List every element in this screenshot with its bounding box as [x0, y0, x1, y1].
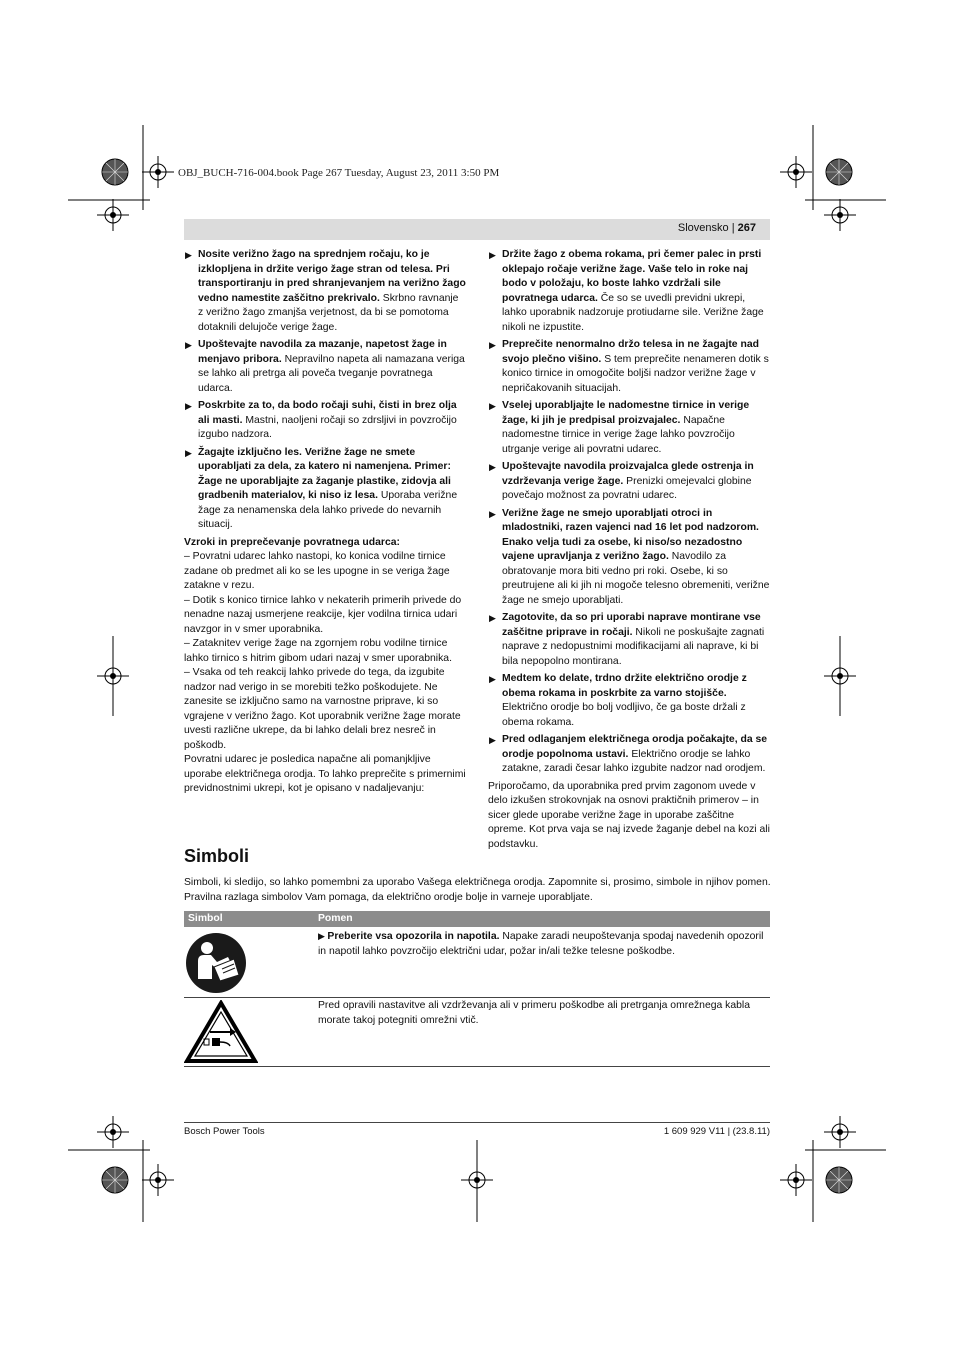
- bullet-text: Če so se uvedli previdni ukrepi, lahko uporabnik nadzoruje protiudarne sile. Verižne žage nikoli ne izpustite.: [502, 292, 764, 333]
- safety-bullet: [184, 446, 466, 533]
- bullet-arrow-icon: ▶: [185, 250, 192, 260]
- unplug-warning-icon: [184, 1000, 258, 1064]
- table-header: [184, 911, 770, 927]
- safety-bullet: [488, 507, 770, 609]
- safety-bullet: [488, 611, 770, 669]
- column-header-symbol: Simbol: [188, 913, 223, 924]
- bullet-text: Prenizki omejevalci globine povečajo možnost za povratni udarec.: [502, 475, 752, 501]
- bullet-arrow-icon: ▶: [489, 613, 496, 623]
- kickback-item: – Povratni udarec lahko nastopi, ko konica vodilne tirnice zadane ob predmet ali ko se les upogne in se veriga žage zatakne v rezu.: [184, 551, 450, 591]
- bullet-bold-text: Žagajte izključno les. Verižne žage ne smete uporabljati za dela, za katero ni namenjena. Primer: Žage ne uporabljajte za žaganje plastike, zidovja ali gradbenih materialov, ki niso iz lesa.: [198, 446, 451, 501]
- kickback-item: – Zataknitev verige žage na zgornjem robu vodilne tirnice lahko tirnico s hitrim gibom udari nazaj v smer uporabnika.: [184, 638, 452, 664]
- symbols-table: [184, 911, 770, 1067]
- kickback-item: – Vsaka od teh reakcij lahko privede do tega, da izgubite nadzor nad verigo in se morebiti težko poškodujete. Ne zanesite se izključno samo na varnostne priprave, ki so vgrajene v verižno žago. Kot uporabnik verižne žage morate uvesti različne ukrepe, da bi lahko delali brez nesreč in poškodb.: [184, 667, 461, 751]
- bullet-text: S tem preprečite nenameren dotik s konico tirnice in omogočite boljši nadzor verižne žage v nepričakovanih situacijah.: [502, 353, 769, 394]
- right-column: [488, 248, 770, 852]
- bullet-arrow-icon: ▶: [489, 735, 496, 745]
- bullet-bold-text: Zagotovite, da so pri uporabi naprave montirane vse zaščitne priprave in ročaji.: [502, 612, 761, 638]
- header-label: Slovensko | 267: [677, 222, 756, 234]
- read-manual-icon: [184, 931, 248, 995]
- bullet-arrow-icon: ▶: [489, 674, 496, 684]
- bullet-arrow-icon: ▶: [489, 508, 496, 519]
- left-column: [184, 248, 466, 797]
- meaning-bold-text: Preberite vsa opozorila in napotila.: [327, 931, 500, 942]
- bullet-arrow-icon: ▶: [489, 340, 496, 350]
- bullet-bold-text: Vselej uporabljajte le nadomestne tirnice in verige žage, ki jih je predpisal proizvajalec.: [502, 400, 750, 426]
- bullet-bold-text: Nosite verižno žago na sprednjem ročaju, ko je izklopljena in držite verigo žage stran od telesa. Pri transportiranju in pred shranjevanjem na verižno žago vedno namestite zaščitno prekrivalo.: [198, 249, 466, 304]
- file-stamp: OBJ_BUCH-716-004.book Page 267 Tuesday, August 23, 2011 3:50 PM: [178, 167, 500, 179]
- symbol-meaning: [318, 929, 770, 959]
- table-row: [184, 998, 770, 1067]
- bullet-bold-text: Pred odlaganjem električnega orodja počakajte, da se orodje popolnoma ustavi.: [502, 734, 768, 760]
- table-row: [184, 927, 770, 998]
- safety-bullet: [488, 399, 770, 457]
- section-title: Simboli: [184, 846, 250, 866]
- bullet-text: Navodilo za obratovanje mora biti vedno pri roki. Osebe, ki so preutrujene ali ki jih ni mogoče telesno obremeniti, verižne žage ne smejo uporabljati.: [502, 551, 770, 606]
- symbols-intro: Simboli, ki sledijo, so lahko pomembni za uporabo Vašega električnega orodja. Zapomnite si, prosimo, simbole in njihov pomen. Pravilna razlaga simbolov Vam pomaga, da električno orodje bolje in varneje uporabljate.: [184, 877, 771, 903]
- bullet-arrow-icon: ▶: [318, 931, 328, 941]
- safety-bullet: [488, 460, 770, 504]
- safety-bullet: [488, 733, 770, 777]
- safety-bullet: [184, 399, 466, 443]
- kickback-closing: Povratni udarec je posledica napačne ali pomanjkljive uporabe električnega orodja. To lahko preprečite s primernimi previdnostnimi ukrepi, kot je opisano v nadaljevanju:: [184, 754, 466, 794]
- bullet-bold-text: Preprečite nenormalno držo telesa in ne žagajte nad svojo plečno višino.: [502, 339, 759, 365]
- bullet-bold-text: Verižne žage ne smejo uporabljati otroci in mladostniki, razen vajenci nad 16 let pod nadzorom. Enako velja tudi za osebe, ki niso/so nezadostno vajene upravljanja z verižno žago.: [502, 507, 759, 562]
- safety-bullet: [488, 248, 770, 335]
- symbol-meaning: [318, 998, 770, 1028]
- training-recommendation: Priporočamo, da uporabnika pred prvim zagonom uvede v delo izkušen strokovnjak na osnovi praktičnih primerov – in sicer glede uporabe verižne žage in uporabe zaščitne opreme. Kot prva vaja se naj izvede žaganje debel na kozi ali podstavku.: [488, 780, 770, 850]
- page-number: 267: [737, 222, 756, 234]
- page-header: [184, 219, 770, 240]
- kickback-heading: Vzroki in preprečevanje povratnega udarca:: [184, 536, 400, 548]
- bullet-text: Skrbno ravnanje z verižno žago zmanjša verjetnost, da bi se pomotoma dotaknili delujoče verige žage.: [198, 292, 459, 333]
- kickback-item: – Dotik s konico tirnice lahko v nekaterih primerih privede do nenadne nazaj usmerjene reakcije, kjer vodilna tirnica udari navzgor in v smer uporabnika.: [184, 594, 462, 635]
- safety-bullet: [184, 248, 466, 335]
- safety-bullet: [488, 338, 770, 396]
- bullet-arrow-icon: ▶: [185, 401, 192, 411]
- header-language: Slovensko: [677, 222, 729, 234]
- bullet-text: Uporaba verižne žage za nenamenska dela lahko privede do nevarnih situacij.: [198, 490, 458, 530]
- bullet-bold-text: Poskrbite za to, da bodo ročaji suhi, čisti in brez olja ali masti.: [198, 400, 457, 426]
- bullet-arrow-icon: ▶: [489, 250, 496, 260]
- column-header-meaning: Pomen: [318, 913, 353, 924]
- safety-bullet: [488, 672, 770, 730]
- bullet-bold-text: Upoštevajte navodila proizvajalca glede ostrenja in vzdrževanja verige žage.: [502, 461, 754, 487]
- bullet-bold-text: Upoštevajte navodila za mazanje, napetost žage in menjavo pribora.: [198, 339, 447, 365]
- bullet-text: Nepravilno napeta ali namazana veriga se lahko ali pretrga ali poveča tveganje povratnega udarca.: [198, 353, 465, 394]
- bullet-text: Mastni, naoljeni ročaji so zdrsljivi in povzročijo izgubo nadzora.: [198, 414, 457, 440]
- meaning-text: Pred opravili nastavitve ali vzdrževanja ali v primeru poškodbe ali pretrganja omrežnega kabla morate takoj potegniti omrežni vtič.: [318, 1000, 751, 1026]
- bullet-arrow-icon: ▶: [185, 447, 192, 458]
- bullet-text: Električno orodje se lahko zatakne, zaradi česar lahko izgubite nadzor nad orodjem.: [502, 748, 766, 774]
- footer-rule: [184, 1122, 770, 1123]
- footer-doc-number: 1 609 929 V11 | (23.8.11): [663, 1126, 770, 1137]
- footer-brand: Bosch Power Tools: [184, 1126, 265, 1137]
- bullet-text: Nikoli ne poskušajte zagnati naprave z nedopustnimi modifikacijami ali naprave, ki bi bila nepopolno montirana.: [502, 626, 765, 667]
- bullet-arrow-icon: ▶: [489, 401, 496, 411]
- bullet-arrow-icon: ▶: [489, 462, 496, 472]
- bullet-bold-text: Držite žago z obema rokama, pri čemer palec in prsti oklepajo ročaje verižne žage. Vaše telo in roke naj bodo v položaju, ko boste lahko vzdržali sile povratnega udarca.: [502, 249, 762, 304]
- safety-bullet: [184, 338, 466, 396]
- bullet-text: Napačne nadomestne tirnice in verige žage lahko povzročijo utrganje verige ali povratni udarec.: [502, 414, 735, 455]
- bullet-text: Električno orodje bo bolj vodljivo, če ga boste držali z obema rokama.: [502, 702, 746, 728]
- bullet-bold-text: Medtem ko delate, trdno držite električno orodje z obema rokama in poskrbite za varno stojišče.: [502, 673, 747, 699]
- meaning-text: Napake zaradi neupoštevanja spodaj navedenih opozoril in napotil lahko povzročijo električni udar, požar in/ali težke telesne poškodbe.: [318, 931, 764, 957]
- bullet-arrow-icon: ▶: [185, 340, 192, 350]
